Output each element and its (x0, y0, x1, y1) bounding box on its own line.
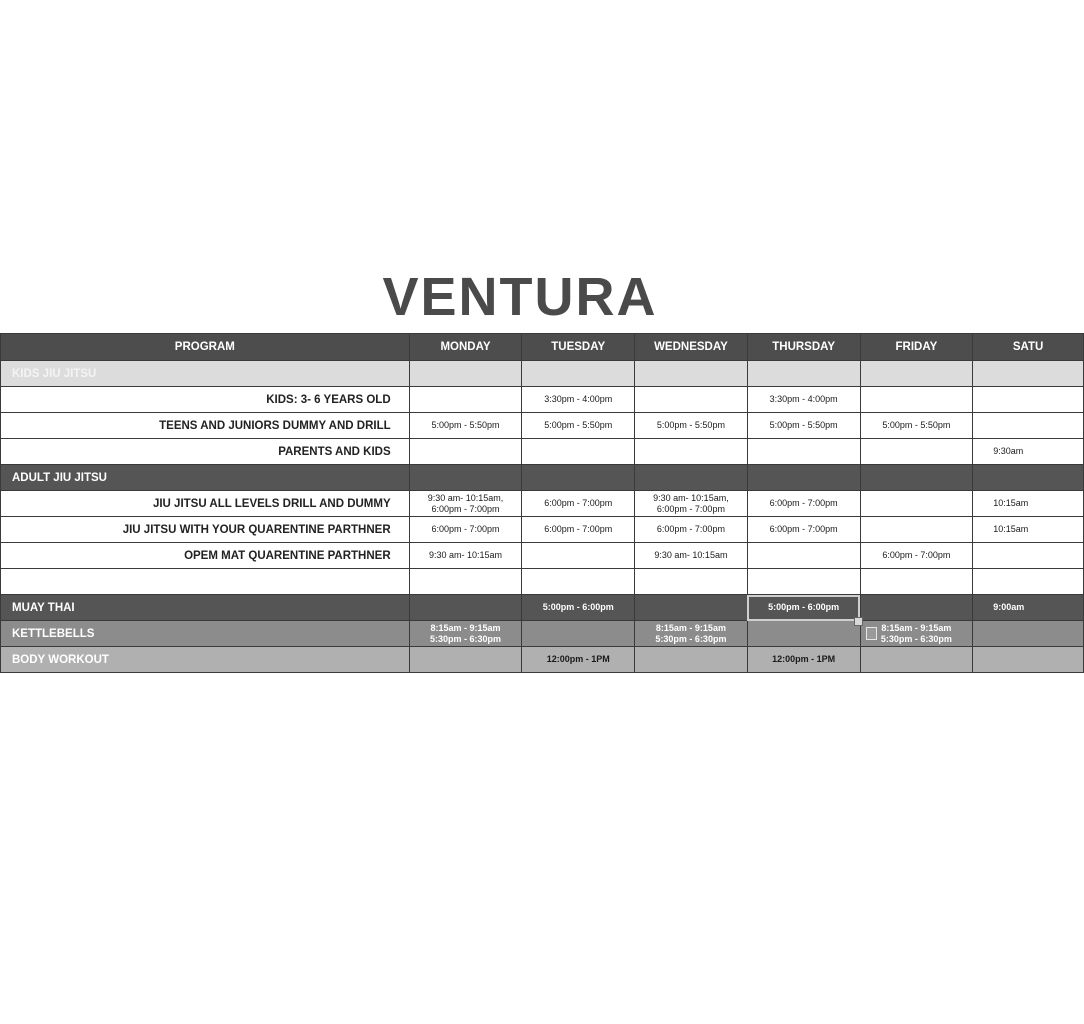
time-cell[interactable]: 5:00pm - 5:50pm (747, 413, 860, 439)
time-line: 8:15am - 9:15am (881, 622, 952, 633)
paste-options-icon[interactable] (866, 627, 877, 640)
table-cell[interactable] (747, 621, 860, 647)
table-cell[interactable] (973, 647, 1084, 673)
table-row-parents-kids (1, 439, 1084, 465)
time-cell[interactable]: 5:00pm - 5:50pm (635, 413, 748, 439)
time-cell[interactable]: 6:00pm - 7:00pm (860, 543, 973, 569)
table-cell[interactable] (747, 569, 860, 595)
table-row-quarentine-parthner (1, 517, 1084, 543)
time-cell[interactable]: 5:00pm - 5:50pm (409, 413, 522, 439)
program-label[interactable]: OPEM MAT QUARENTINE PARTHNER (1, 543, 410, 569)
time-cell[interactable] (635, 621, 748, 647)
table-cell[interactable] (409, 569, 522, 595)
time-cell[interactable]: 5:00pm - 6:00pm (522, 595, 635, 621)
header-thursday[interactable]: THURSDAY (747, 334, 860, 361)
table-cell[interactable] (973, 621, 1084, 647)
time-line: 9:30 am- 10:15am, (427, 492, 504, 503)
program-label[interactable]: KIDS: 3- 6 YEARS OLD (1, 387, 410, 413)
section-label-kids-jiu-jitsu[interactable]: KIDS JIU JITSU (1, 361, 410, 387)
table-cell[interactable] (973, 569, 1084, 595)
table-cell[interactable] (522, 465, 635, 491)
table-cell[interactable] (522, 621, 635, 647)
table-cell[interactable] (860, 361, 973, 387)
section-row-body-workout (1, 647, 1084, 673)
time-cell[interactable]: 5:00pm - 5:50pm (860, 413, 973, 439)
table-cell[interactable] (635, 569, 748, 595)
section-row-adult-jiu-jitsu (1, 465, 1084, 491)
time-cell[interactable]: 12:00pm - 1PM (747, 647, 860, 673)
table-row-teens-juniors (1, 413, 1084, 439)
table-cell[interactable] (973, 465, 1084, 491)
time-line: 5:30pm - 6:30pm (880, 633, 952, 644)
table-cell[interactable] (860, 647, 973, 673)
table-cell[interactable] (635, 465, 748, 491)
table-cell[interactable] (409, 439, 522, 465)
time-cell[interactable]: 9:00am (973, 595, 1084, 621)
time-line: 5:30pm - 6:30pm (655, 633, 727, 644)
section-row-kettlebells (1, 621, 1084, 647)
table-cell[interactable] (1, 569, 410, 595)
table-cell[interactable] (409, 361, 522, 387)
time-cell[interactable]: 3:30pm - 4:00pm (522, 387, 635, 413)
time-cell[interactable] (409, 621, 522, 647)
header-program[interactable]: PROGRAM (1, 334, 410, 361)
time-cell[interactable]: 12:00pm - 1PM (522, 647, 635, 673)
table-cell[interactable] (409, 595, 522, 621)
time-cell[interactable]: 6:00pm - 7:00pm (522, 491, 635, 517)
table-cell[interactable] (860, 491, 973, 517)
table-cell[interactable] (860, 595, 973, 621)
time-cell[interactable]: 5:00pm - 5:50pm (522, 413, 635, 439)
time-line: 5:30pm - 6:30pm (429, 633, 502, 644)
time-line: 8:15am - 9:15am (430, 622, 501, 633)
table-cell[interactable] (747, 465, 860, 491)
table-cell[interactable] (973, 413, 1084, 439)
table-cell[interactable] (973, 543, 1084, 569)
time-line: 8:15am - 9:15am (655, 622, 726, 633)
time-cell[interactable]: 6:00pm - 7:00pm (747, 491, 860, 517)
table-cell[interactable] (860, 517, 973, 543)
time-cell[interactable]: 9:30am (973, 439, 1084, 465)
program-label[interactable]: TEENS AND JUNIORS DUMMY AND DRILL (1, 413, 410, 439)
table-cell[interactable] (747, 439, 860, 465)
table-cell[interactable] (860, 439, 973, 465)
header-tuesday[interactable]: TUESDAY (522, 334, 635, 361)
time-cell[interactable]: 6:00pm - 7:00pm (409, 517, 522, 543)
table-cell[interactable] (747, 543, 860, 569)
table-cell[interactable] (522, 439, 635, 465)
time-cell[interactable]: 3:30pm - 4:00pm (747, 387, 860, 413)
selected-time-cell[interactable]: 5:00pm - 6:00pm (747, 595, 860, 621)
table-cell[interactable] (860, 465, 973, 491)
header-saturday[interactable]: SATU (973, 334, 1084, 361)
table-cell[interactable] (973, 387, 1084, 413)
table-cell[interactable] (635, 439, 748, 465)
program-label[interactable]: JIU JITSU ALL LEVELS DRILL AND DUMMY (1, 491, 410, 517)
table-row-empty (1, 569, 1084, 595)
table-cell[interactable] (409, 647, 522, 673)
table-cell[interactable] (635, 387, 748, 413)
time-cell[interactable] (635, 491, 748, 517)
table-cell[interactable] (635, 647, 748, 673)
header-monday[interactable]: MONDAY (409, 334, 522, 361)
header-wednesday[interactable]: WEDNESDAY (635, 334, 748, 361)
table-row-kids-3-6 (1, 387, 1084, 413)
time-cell[interactable] (409, 491, 522, 517)
time-cell[interactable]: 6:00pm - 7:00pm (747, 517, 860, 543)
section-row-kids-jiu-jitsu (1, 361, 1084, 387)
table-row-all-levels (1, 491, 1084, 517)
header-row (1, 334, 1084, 361)
time-line: 6:00pm - 7:00pm (656, 503, 725, 514)
schedule-table (0, 333, 1084, 673)
table-cell[interactable] (522, 543, 635, 569)
table-cell[interactable] (522, 569, 635, 595)
table-cell[interactable] (522, 361, 635, 387)
section-label-muay-thai[interactable]: MUAY THAI (1, 595, 410, 621)
time-cell[interactable]: 9:30 am- 10:15am (635, 543, 748, 569)
time-cell[interactable]: 10:15am (973, 517, 1084, 543)
table-cell[interactable] (973, 361, 1084, 387)
table-cell[interactable] (409, 465, 522, 491)
section-label-kettlebells[interactable]: KETTLEBELLS (1, 621, 410, 647)
table-cell[interactable] (860, 387, 973, 413)
table-cell[interactable] (409, 387, 522, 413)
table-row-open-mat (1, 543, 1084, 569)
time-cell[interactable]: 6:00pm - 7:00pm (635, 517, 748, 543)
time-line: 9:30 am- 10:15am, (653, 492, 729, 503)
section-label-body-workout[interactable]: BODY WORKOUT (1, 647, 410, 673)
program-label[interactable]: JIU JITSU WITH YOUR QUARENTINE PARTHNER (1, 517, 410, 543)
table-cell[interactable] (635, 595, 748, 621)
program-label[interactable]: PARENTS AND KIDS (1, 439, 410, 465)
time-cell[interactable]: 9:30 am- 10:15am (409, 543, 522, 569)
page-title: VENTURA (382, 267, 658, 327)
time-cell[interactable]: 6:00pm - 7:00pm (522, 517, 635, 543)
section-row-muay-thai (1, 595, 1084, 621)
table-cell[interactable] (635, 361, 748, 387)
section-label-adult-jiu-jitsu[interactable]: ADULT JIU JITSU (1, 465, 410, 491)
time-line: 6:00pm - 7:00pm (431, 503, 500, 514)
header-friday[interactable]: FRIDAY (860, 334, 973, 361)
table-cell[interactable] (747, 361, 860, 387)
time-cell[interactable]: 10:15am (973, 491, 1084, 517)
table-cell[interactable] (860, 569, 973, 595)
fill-handle[interactable] (854, 617, 863, 626)
